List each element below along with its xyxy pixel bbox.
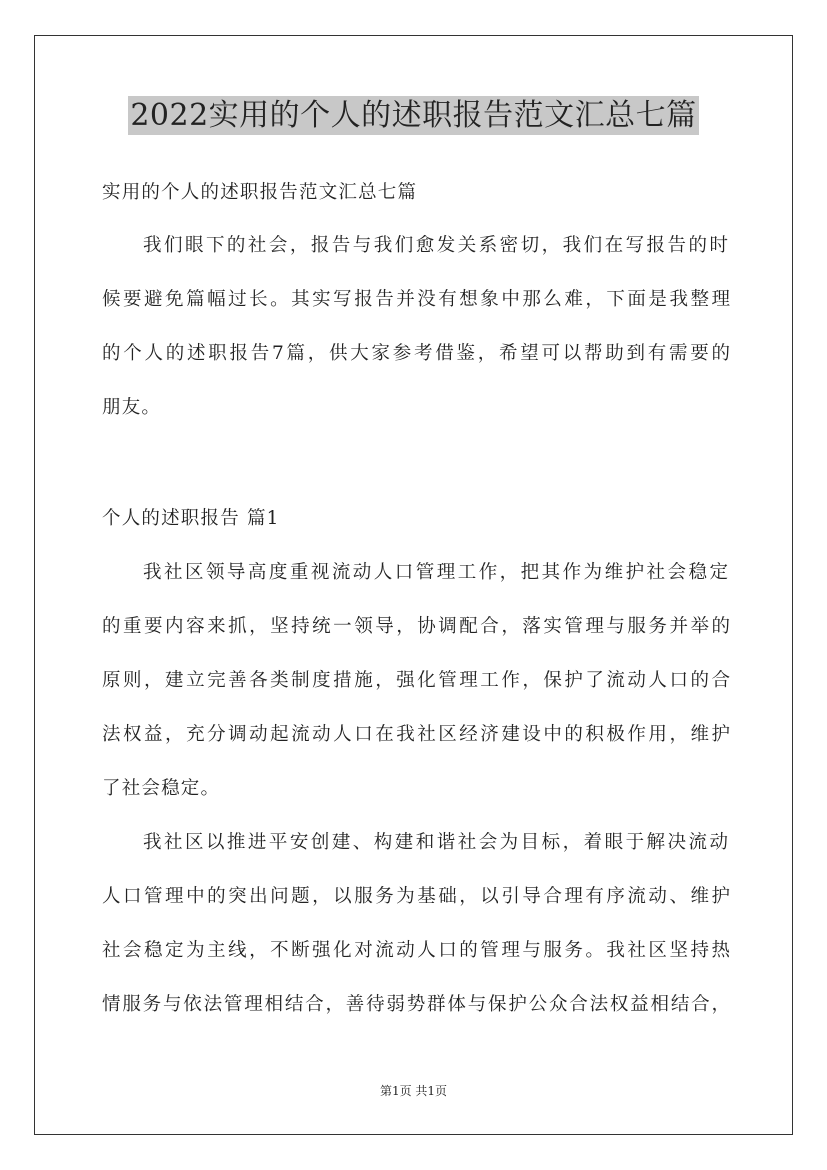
paragraph2-line-4: 情服务与依法管理相结合，善待弱势群体与保护公众合法权益相结合， <box>102 994 730 1015</box>
document-title-text: 2022实用的个人的述职报告范文汇总七篇 <box>130 98 697 133</box>
paragraph1-line-5: 了社会稳定。 <box>102 778 221 799</box>
paragraph1-line-1: 我社区领导高度重视流动人口管理工作，把其作为维护社会稳定 <box>143 562 728 583</box>
document-subtitle: 实用的个人的述职报告范文汇总七篇 <box>102 182 418 203</box>
intro-line-3: 的个人的述职报告7篇，供大家参考借鉴，希望可以帮助到有需要的 <box>102 343 730 364</box>
document-title <box>0 96 827 136</box>
section-heading: 个人的述职报告 篇1 <box>102 508 280 529</box>
paragraph1-line-4: 法权益，充分调动起流动人口在我社区经济建设中的积极作用，维护 <box>102 724 730 745</box>
paragraph2-line-1: 我社区以推进平安创建、构建和谐社会为目标，着眼于解决流动 <box>143 832 728 853</box>
paragraph1-line-3: 原则，建立完善各类制度措施，强化管理工作，保护了流动人口的合 <box>102 670 730 691</box>
paragraph2-line-2: 人口管理中的突出问题，以服务为基础，以引导合理有序流动、维护 <box>102 886 730 907</box>
intro-line-4: 朋友。 <box>102 397 162 418</box>
intro-line-2: 候要避免篇幅过长。其实写报告并没有想象中那么难，下面是我整理 <box>102 289 730 310</box>
page-footer: 第1页 共1页 <box>379 1084 448 1098</box>
paragraph1-line-2: 的重要内容来抓，坚持统一领导，协调配合，落实管理与服务并举的 <box>102 616 730 637</box>
paragraph2-line-3: 社会稳定为主线，不断强化对流动人口的管理与服务。我社区坚持热 <box>102 940 730 961</box>
intro-line-1: 我们眼下的社会，报告与我们愈发关系密切，我们在写报告的时 <box>143 235 728 256</box>
